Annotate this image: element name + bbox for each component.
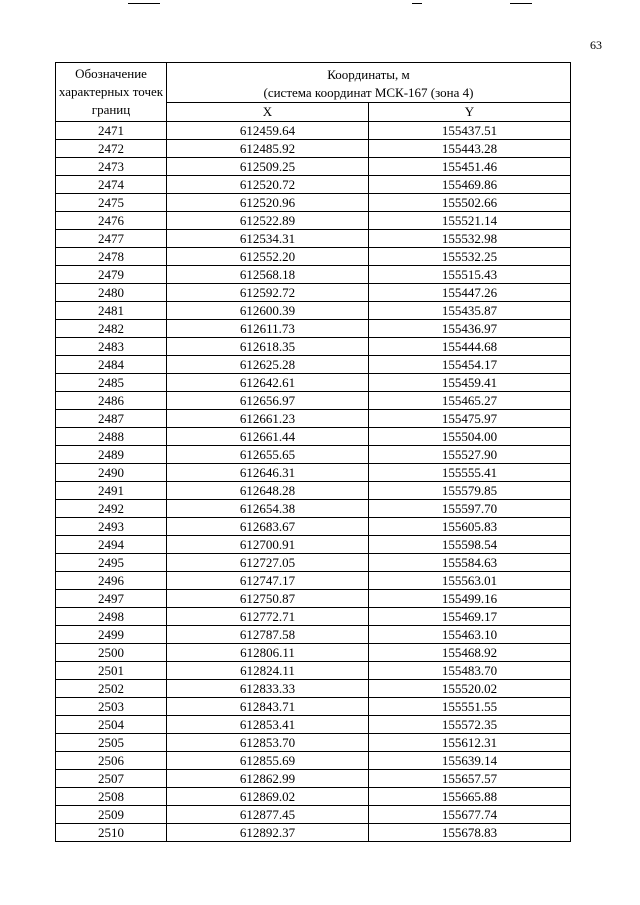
table-row [56,176,571,194]
coordinates-table [55,62,571,842]
y-coordinate-cell: 155584.63 [369,554,571,572]
point-cell: 2485 [56,374,167,392]
x-coordinate-cell: 612642.61 [167,374,369,392]
x-coordinate-cell: 612855.69 [167,752,369,770]
y-coordinate-cell: 155612.31 [369,734,571,752]
table-row [56,320,571,338]
y-coordinate-cell: 155469.86 [369,176,571,194]
y-coordinate-cell: 155563.01 [369,572,571,590]
point-cell: 2474 [56,176,167,194]
y-coordinate-cell: 155469.17 [369,608,571,626]
point-cell: 2491 [56,482,167,500]
edge-mark [128,3,160,4]
y-coordinate-cell: 155532.25 [369,248,571,266]
table-row [56,770,571,788]
y-coordinate-cell: 155459.41 [369,374,571,392]
point-cell: 2472 [56,140,167,158]
table-row [56,536,571,554]
x-coordinate-cell: 612862.99 [167,770,369,788]
table-row [56,752,571,770]
x-coordinate-cell: 612509.25 [167,158,369,176]
x-coordinate-cell: 612853.70 [167,734,369,752]
table-row [56,572,571,590]
table-row [56,392,571,410]
y-coordinate-cell: 155483.70 [369,662,571,680]
y-coordinate-cell: 155665.88 [369,788,571,806]
y-coordinate-cell: 155444.68 [369,338,571,356]
x-coordinate-cell: 612534.31 [167,230,369,248]
x-coordinate-cell: 612552.20 [167,248,369,266]
x-coordinate-cell: 612892.37 [167,824,369,842]
point-cell: 2477 [56,230,167,248]
table-row [56,500,571,518]
point-cell: 2506 [56,752,167,770]
x-coordinate-cell: 612747.17 [167,572,369,590]
table-row [56,680,571,698]
x-coordinate-cell: 612520.96 [167,194,369,212]
point-cell: 2501 [56,662,167,680]
x-coordinate-cell: 612772.71 [167,608,369,626]
x-coordinate-cell: 612522.89 [167,212,369,230]
x-coordinate-cell: 612568.18 [167,266,369,284]
table-row [56,716,571,734]
y-coordinate-cell: 155515.43 [369,266,571,284]
point-cell: 2479 [56,266,167,284]
point-cell: 2510 [56,824,167,842]
point-cell: 2480 [56,284,167,302]
x-coordinate-cell: 612843.71 [167,698,369,716]
y-coordinate-cell: 155468.92 [369,644,571,662]
table-row [56,698,571,716]
table-row [56,824,571,842]
x-coordinate-cell: 612625.28 [167,356,369,374]
table-row [56,554,571,572]
y-coordinate-cell: 155443.28 [369,140,571,158]
y-coordinate-cell: 155504.00 [369,428,571,446]
y-column-header: Y [369,103,571,122]
point-cell: 2493 [56,518,167,536]
point-cell: 2496 [56,572,167,590]
x-coordinate-cell: 612520.72 [167,176,369,194]
point-cell: 2508 [56,788,167,806]
x-coordinate-cell: 612750.87 [167,590,369,608]
x-coordinate-cell: 612869.02 [167,788,369,806]
point-cell: 2483 [56,338,167,356]
x-coordinate-cell: 612683.67 [167,518,369,536]
table-row [56,194,571,212]
table-row [56,248,571,266]
x-coordinate-cell: 612459.64 [167,122,369,140]
y-coordinate-cell: 155605.83 [369,518,571,536]
table-row [56,518,571,536]
y-coordinate-cell: 155572.35 [369,716,571,734]
coordinates-header [167,63,571,103]
y-coordinate-cell: 155532.98 [369,230,571,248]
y-coordinate-cell: 155657.57 [369,770,571,788]
table-row [56,356,571,374]
y-coordinate-cell: 155437.51 [369,122,571,140]
point-cell: 2502 [56,680,167,698]
y-coordinate-cell: 155639.14 [369,752,571,770]
x-coordinate-cell: 612648.28 [167,482,369,500]
y-coordinate-cell: 155436.97 [369,320,571,338]
x-coordinate-cell: 612833.33 [167,680,369,698]
coordinates-header-title: Координаты, м [327,66,410,82]
point-cell: 2471 [56,122,167,140]
y-coordinate-cell: 155454.17 [369,356,571,374]
x-coordinate-cell: 612485.92 [167,140,369,158]
table-row [56,428,571,446]
point-cell: 2503 [56,698,167,716]
page-number: 63 [590,38,602,52]
point-cell: 2488 [56,428,167,446]
table-row [56,464,571,482]
y-coordinate-cell: 155555.41 [369,464,571,482]
table-row [56,644,571,662]
point-cell: 2489 [56,446,167,464]
point-cell: 2478 [56,248,167,266]
point-cell: 2487 [56,410,167,428]
point-cell: 2498 [56,608,167,626]
table-row [56,140,571,158]
x-coordinate-cell: 612787.58 [167,626,369,644]
y-coordinate-cell: 155677.74 [369,806,571,824]
y-coordinate-cell: 155465.27 [369,392,571,410]
table-row [56,806,571,824]
y-coordinate-cell: 155551.55 [369,698,571,716]
table-row [56,446,571,464]
y-coordinate-cell: 155475.97 [369,410,571,428]
table-row [56,626,571,644]
point-cell: 2505 [56,734,167,752]
edge-mark [510,3,532,4]
table-row [56,608,571,626]
y-coordinate-cell: 155579.85 [369,482,571,500]
point-cell: 2494 [56,536,167,554]
table-row [56,302,571,320]
point-cell: 2507 [56,770,167,788]
y-coordinate-cell: 155527.90 [369,446,571,464]
y-coordinate-cell: 155502.66 [369,194,571,212]
point-cell: 2497 [56,590,167,608]
x-coordinate-cell: 612618.35 [167,338,369,356]
table-header [56,63,571,122]
x-column-header: X [167,103,369,122]
table-row [56,734,571,752]
table-row [56,212,571,230]
y-coordinate-cell: 155451.46 [369,158,571,176]
x-coordinate-cell: 612661.44 [167,428,369,446]
point-cell: 2476 [56,212,167,230]
x-coordinate-cell: 612646.31 [167,464,369,482]
table-row [56,374,571,392]
x-coordinate-cell: 612661.23 [167,410,369,428]
x-coordinate-cell: 612877.45 [167,806,369,824]
table-row [56,230,571,248]
table-row [56,482,571,500]
top-edge-marks [0,0,640,6]
edge-mark [412,3,422,4]
point-cell: 2481 [56,302,167,320]
x-coordinate-cell: 612600.39 [167,302,369,320]
x-coordinate-cell: 612611.73 [167,320,369,338]
table-row [56,410,571,428]
table-row [56,122,571,140]
y-coordinate-cell: 155598.54 [369,536,571,554]
y-coordinate-cell: 155435.87 [369,302,571,320]
point-cell: 2492 [56,500,167,518]
y-coordinate-cell: 155463.10 [369,626,571,644]
point-cell: 2504 [56,716,167,734]
coordinates-header-subtitle: (система координат МСК-167 (зона 4) [263,84,474,100]
x-coordinate-cell: 612654.38 [167,500,369,518]
x-coordinate-cell: 612700.91 [167,536,369,554]
table-row [56,662,571,680]
point-cell: 2495 [56,554,167,572]
table-row [56,284,571,302]
x-coordinate-cell: 612853.41 [167,716,369,734]
point-cell: 2499 [56,626,167,644]
x-coordinate-cell: 612806.11 [167,644,369,662]
y-coordinate-cell: 155521.14 [369,212,571,230]
designation-header: Обозначение характерных точек границ [56,63,167,122]
x-coordinate-cell: 612655.65 [167,446,369,464]
point-cell: 2475 [56,194,167,212]
y-coordinate-cell: 155597.70 [369,500,571,518]
x-coordinate-cell: 612824.11 [167,662,369,680]
point-cell: 2473 [56,158,167,176]
point-cell: 2509 [56,806,167,824]
y-coordinate-cell: 155499.16 [369,590,571,608]
point-cell: 2484 [56,356,167,374]
table-body [56,122,571,842]
point-cell: 2500 [56,644,167,662]
table-row [56,266,571,284]
table-row [56,338,571,356]
y-coordinate-cell: 155447.26 [369,284,571,302]
table-row [56,788,571,806]
y-coordinate-cell: 155678.83 [369,824,571,842]
table-row [56,158,571,176]
point-cell: 2486 [56,392,167,410]
point-cell: 2482 [56,320,167,338]
x-coordinate-cell: 612727.05 [167,554,369,572]
header-row-top [56,63,571,103]
x-coordinate-cell: 612592.72 [167,284,369,302]
table-row [56,590,571,608]
x-coordinate-cell: 612656.97 [167,392,369,410]
point-cell: 2490 [56,464,167,482]
y-coordinate-cell: 155520.02 [369,680,571,698]
